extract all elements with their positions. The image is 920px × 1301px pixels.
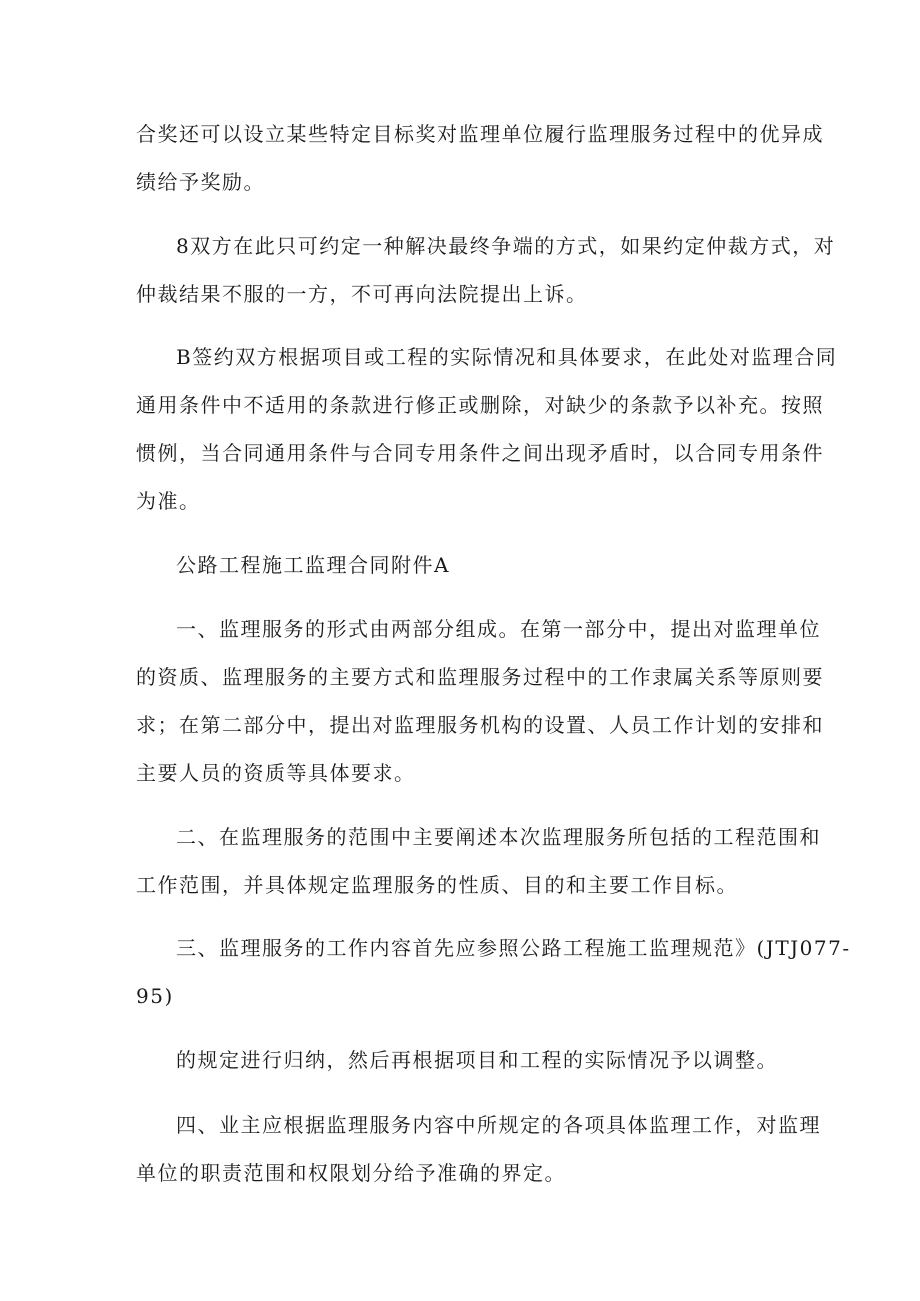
paragraph-item-three-continuation [136, 1036, 786, 1084]
paragraph-line: 工作范围，并具体规定监理服务的性质、目的和主要工作目标。 [136, 873, 738, 897]
paragraph-line: 的规定进行归纳，然后再根据项目和工程的实际情况予以调整。 [176, 1048, 778, 1072]
paragraph-line: 为准。 [136, 489, 201, 513]
paragraph-line: 通用条件中不适用的条款进行修正或删除，对缺少的条款予以补充。按照 [136, 393, 824, 417]
paragraph-line: 主要人员的资质等具体要求。 [136, 761, 416, 785]
paragraph-item-two [136, 813, 821, 909]
paragraph-item-one [136, 605, 824, 797]
paragraph-line: 单位的职责范围和权限划分给予准确的界定。 [136, 1161, 566, 1185]
heading-line: 公路工程施工监理合同附件A [176, 553, 450, 577]
paragraph-line: 8双方在此只可约定一种解决最终争端的方式，如果约定仲裁方式，对 [176, 234, 836, 258]
paragraph-line: 合奖还可以设立某些特定目标奖对监理单位履行监理服务过程中的优异成 [136, 122, 824, 146]
paragraph-item-three [136, 924, 851, 1020]
paragraph-line: 95) [136, 984, 174, 1008]
paragraph-dispute-resolution [136, 222, 836, 318]
paragraph-line: 惯例，当合同通用条件与合同专用条件之间出现矛盾时，以合同专用条件 [136, 441, 824, 465]
paragraph-line: B签约双方根据项目或工程的实际情况和具体要求，在此处对监理合同 [176, 345, 838, 369]
paragraph-line: 仲裁结果不服的一方，不可再向法院提出上诉。 [136, 282, 588, 306]
paragraph-line: 求；在第二部分中，提出对监理服务机构的设置、人员工作计划的安排和 [136, 713, 824, 737]
section-heading-annex-a [136, 541, 786, 589]
paragraph-line: 三、监理服务的工作内容首先应参照公路工程施工监理规范》(JTJ077- [176, 936, 851, 960]
paragraph-line: 绩给予奖励。 [136, 170, 265, 194]
paragraph-item-four [136, 1101, 821, 1197]
paragraph-line: 二、在监理服务的范围中主要阐述本次监理服务所包括的工程范围和 [176, 825, 821, 849]
paragraph-line: 一、监理服务的形式由两部分组成。在第一部分中，提出对监理单位 [176, 617, 821, 641]
paragraph-line: 的资质、监理服务的主要方式和监理服务过程中的工作隶属关系等原则要 [136, 665, 824, 689]
paragraph-reward-continuation [136, 110, 824, 206]
paragraph-special-conditions [136, 333, 838, 525]
paragraph-line: 四、业主应根据监理服务内容中所规定的各项具体监理工作，对监理 [176, 1113, 821, 1137]
